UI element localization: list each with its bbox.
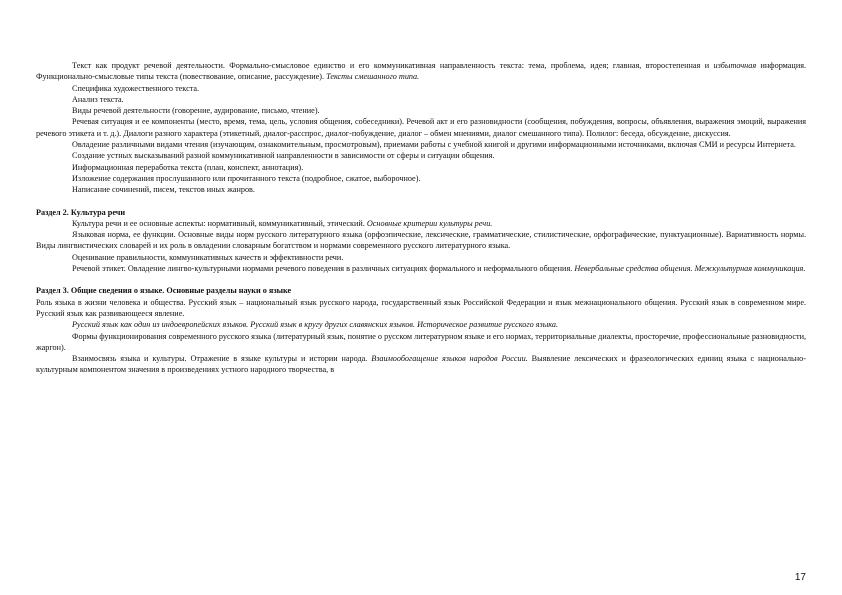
section1-paragraph: Овладение различными видами чтения (изучающим, ознакомительным, просмотровым), приемами работы с учебной книгой и другими информационными источниками, включая СМИ и ресурсы Интернета. bbox=[72, 140, 796, 150]
section3-paragraph-italic: Русский язык как один из индоевропейских языков. Русский язык в кругу других славянских языков. Историческое развитие русского языка. bbox=[72, 320, 559, 330]
italic-term: Основные критерии культуры речи. bbox=[366, 218, 493, 228]
section1-paragraph: Виды речевой деятельности (говорение, аудирование, письмо, чтение). bbox=[72, 106, 320, 116]
page-number: 17 bbox=[794, 572, 806, 583]
section2-paragraph: Речевой этикет. Овладение лингво-культурными нормами речевого поведения в различных ситуациях формального и неформального общения. Невербальные средства общения. Межкультурная коммуникация. bbox=[72, 264, 806, 274]
section1-paragraph: Анализ текста. bbox=[72, 94, 124, 104]
document-body bbox=[36, 60, 806, 376]
section3-heading: Раздел 3. Общие сведения о языке. Основные разделы науки о языке bbox=[36, 286, 292, 296]
section3-paragraph: Роль языка в жизни человека и общества. Русский язык – национальный язык русского народа, государственный язык Российской Федерации и язык межнационального общения. Русский язык в современном мире. Русский язык как развивающееся явление. bbox=[36, 297, 806, 318]
section1-paragraph: Написание сочинений, писем, текстов иных жанров. bbox=[72, 185, 255, 195]
section1-paragraph: Создание устных высказываний разной коммуникативной направленности в зависимости от сферы и ситуации общения. bbox=[72, 151, 495, 161]
section1-paragraph: Специфика художественного текста. bbox=[72, 83, 200, 93]
section1-paragraph-text-as-product: Текст как продукт речевой деятельности. Формально-смысловое единство и его коммуникативная направленность текста: тема, проблема, идея; главная, второстепенная и избыточная информация. Функционально-смысловые типы текста (повествование, описание, рассуждение). Тексты смешанного типа. bbox=[36, 61, 807, 82]
italic-term: избыточная bbox=[713, 61, 757, 70]
section2-paragraph: Культура речи и ее основные аспекты: нормативный, коммуникативный, этический. Основные критерии культуры речи. bbox=[72, 218, 493, 228]
italic-term: Невербальные средства общения. Межкультурная коммуникация. bbox=[574, 264, 806, 274]
section2-heading: Раздел 2. Культура речи bbox=[36, 207, 126, 217]
section2-paragraph: Оценивание правильности, коммуникативных качеств и эффективности речи. bbox=[72, 252, 344, 262]
section1-paragraph: Изложение содержания прослушанного или прочитанного текста (подробное, сжатое, выборочное). bbox=[72, 173, 421, 183]
section1-paragraph: Речевая ситуация и ее компоненты (место, время, тема, цель, условия общения, собеседники). Речевой акт и его разновидности (сообщения, побуждения, вопросы, объявления, выражения эмоций, выражения речевого этикета и т. д.). Диалоги разного характера (этикетный, диалог-расспрос, диалог-побуждение, диалог – обмен мнениями, диалог смешанного типа). Полилог: беседа, обсуждение, дискуссия. bbox=[36, 117, 806, 138]
section3-paragraph: Взаимосвязь языка и культуры. Отражение в языке культуры и истории народа. Взаимообогащение языков народов России. Выявление лексических и фразеологических единиц языка с национально-культурным компонентом значения в произведениях устного народного творчества, в bbox=[36, 354, 806, 375]
italic-term: Тексты смешанного типа. bbox=[326, 72, 420, 82]
italic-term: Взаимообогащение языков народов России. bbox=[371, 354, 528, 364]
section3-paragraph: Формы функционирования современного русского языка (литературный язык, понятие о русском литературном языке и его нормах, территориальные диалекты, просторечие, профессиональные разновидности, жаргон). bbox=[36, 331, 806, 352]
section2-paragraph: Языковая норма, ее функции. Основные виды норм русского литературного языка (орфоэпические, лексические, грамматические, стилистические, орфографические, пунктуационные). Вариативность нормы. Виды лингвистических словарей и их роль в овладении словарным богатством и нормами современного русского литературного языка. bbox=[36, 230, 806, 251]
section1-paragraph: Информационная переработка текста (план, конспект, аннотация). bbox=[72, 162, 304, 172]
